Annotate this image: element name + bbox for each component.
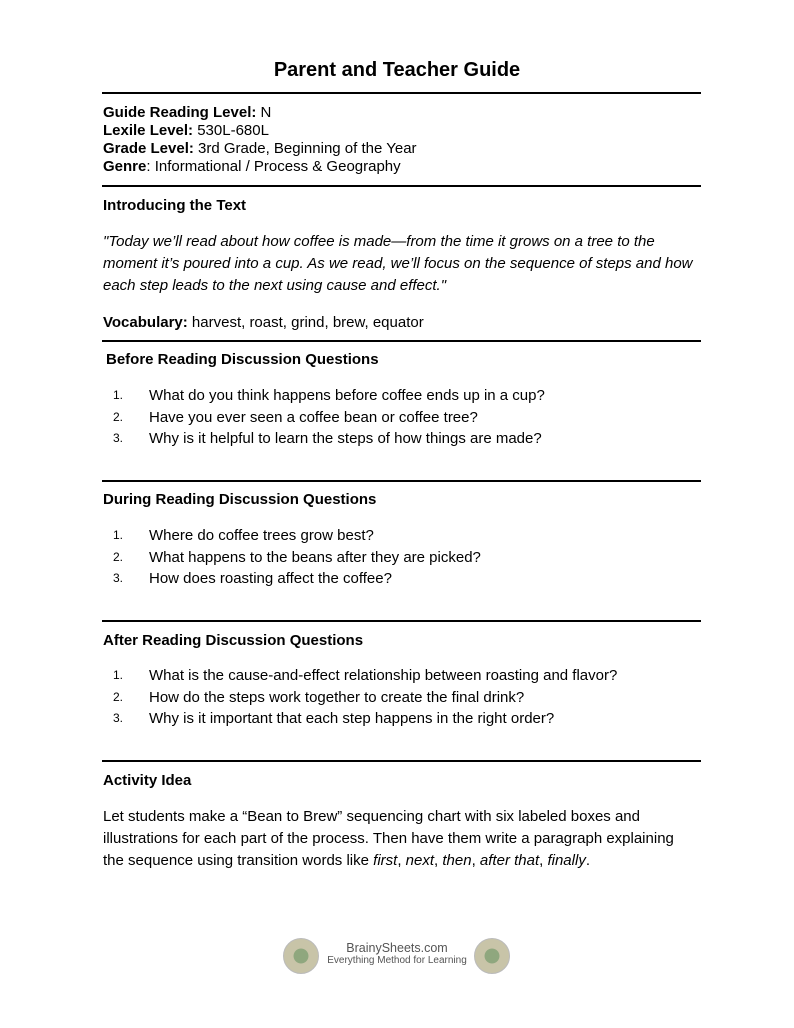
item-text: What do you think happens before coffee ends up in a cup? [149,387,545,404]
intro-quote: "Today we’ll read about how coffee is made—from the time it grows on a tree to the moment it’s poured into a cup. As we read, we’ll focus on the sequence of steps and how each step leads to the next using cause and effect." [103,233,693,294]
meta-lexile [103,122,417,140]
brainysheets-logo-icon [474,938,510,974]
before-list [103,385,545,450]
separator: . [585,852,590,869]
meta-genre [103,158,417,176]
activity-body: Let students make a “Bean to Brew” sequencing chart with six labeled boxes and illustrations for each part of the process. Then have them write a paragraph explaining the sequence using transition words like [103,808,674,869]
item-number: 3. [113,711,124,725]
vocab-list: harvest, roast, grind, brew, equator [187,314,424,331]
before-heading: Before Reading Discussion Questions [106,351,379,368]
divider [102,340,701,342]
divider [102,92,701,94]
vocabulary [103,312,703,334]
item-number: 1. [113,668,124,682]
list-item [103,385,545,407]
list-item [103,547,481,569]
transition-word: next [405,852,435,869]
transition-word: after that [479,852,540,869]
after-heading: After Reading Discussion Questions [103,632,364,649]
list-item [103,525,481,547]
divider [102,760,701,762]
item-text: What happens to the beans after they are picked? [149,548,481,566]
separator: , [471,852,480,869]
item-text: Where do coffee trees grow best? [149,527,374,544]
footer [0,941,794,966]
item-number: 2. [113,409,124,424]
separator: , [397,852,406,869]
item-number: 2. [113,549,124,564]
footer-tagline: Everything Method for Learning [327,955,467,966]
item-number: 3. [113,571,124,585]
item-number: 3. [113,431,124,445]
list-item [103,428,545,450]
activity-heading: Activity Idea [103,772,192,789]
list-item [103,407,545,429]
meta-grade [103,140,417,158]
footer-site: BrainySheets.com [346,941,448,955]
transition-word: then [442,852,472,869]
during-heading: During Reading Discussion Questions [103,491,377,508]
meta-label: Genre [103,158,147,175]
during-list [103,525,481,590]
after-list [103,665,617,730]
activity-text [103,806,693,872]
item-number: 1. [113,528,124,542]
item-text: Have you ever seen a coffee bean or coffee tree? [149,408,478,426]
page-title: Parent and Teacher Guide [273,59,521,81]
vocab-label: Vocabulary: [103,314,188,331]
item-number: 2. [113,689,124,704]
list-item [103,708,617,730]
meta-value: 3rd Grade, Beginning of the Year [193,140,417,157]
item-text: How do the steps work together to create the final drink? [149,688,525,706]
meta-block [103,104,417,176]
item-text: Why is it helpful to learn the steps of how things are made? [149,430,542,447]
meta-label: Guide Reading Level: [103,104,257,121]
item-text: What is the cause-and-effect relationship between roasting and flavor? [149,667,618,684]
intro-heading: Introducing the Text [103,197,247,214]
list-item [103,665,617,687]
meta-label: Lexile Level: [103,122,194,139]
divider [102,480,701,482]
separator: , [539,852,548,869]
item-text: Why is it important that each step happens in the right order? [149,710,555,727]
meta-value: N [256,104,272,121]
list-item [103,568,481,590]
transition-word: finally [547,852,586,869]
list-item [103,687,617,709]
transition-word: first [373,852,398,869]
divider [102,620,701,622]
separator: , [434,852,443,869]
meta-label: Grade Level: [103,140,194,157]
item-number: 1. [113,388,124,402]
divider [102,185,701,187]
meta-reading-level [103,104,417,122]
item-text: How does roasting affect the coffee? [149,570,392,587]
meta-value: : Informational / Process & Geography [146,158,401,175]
meta-value: 530L-680L [193,122,269,139]
